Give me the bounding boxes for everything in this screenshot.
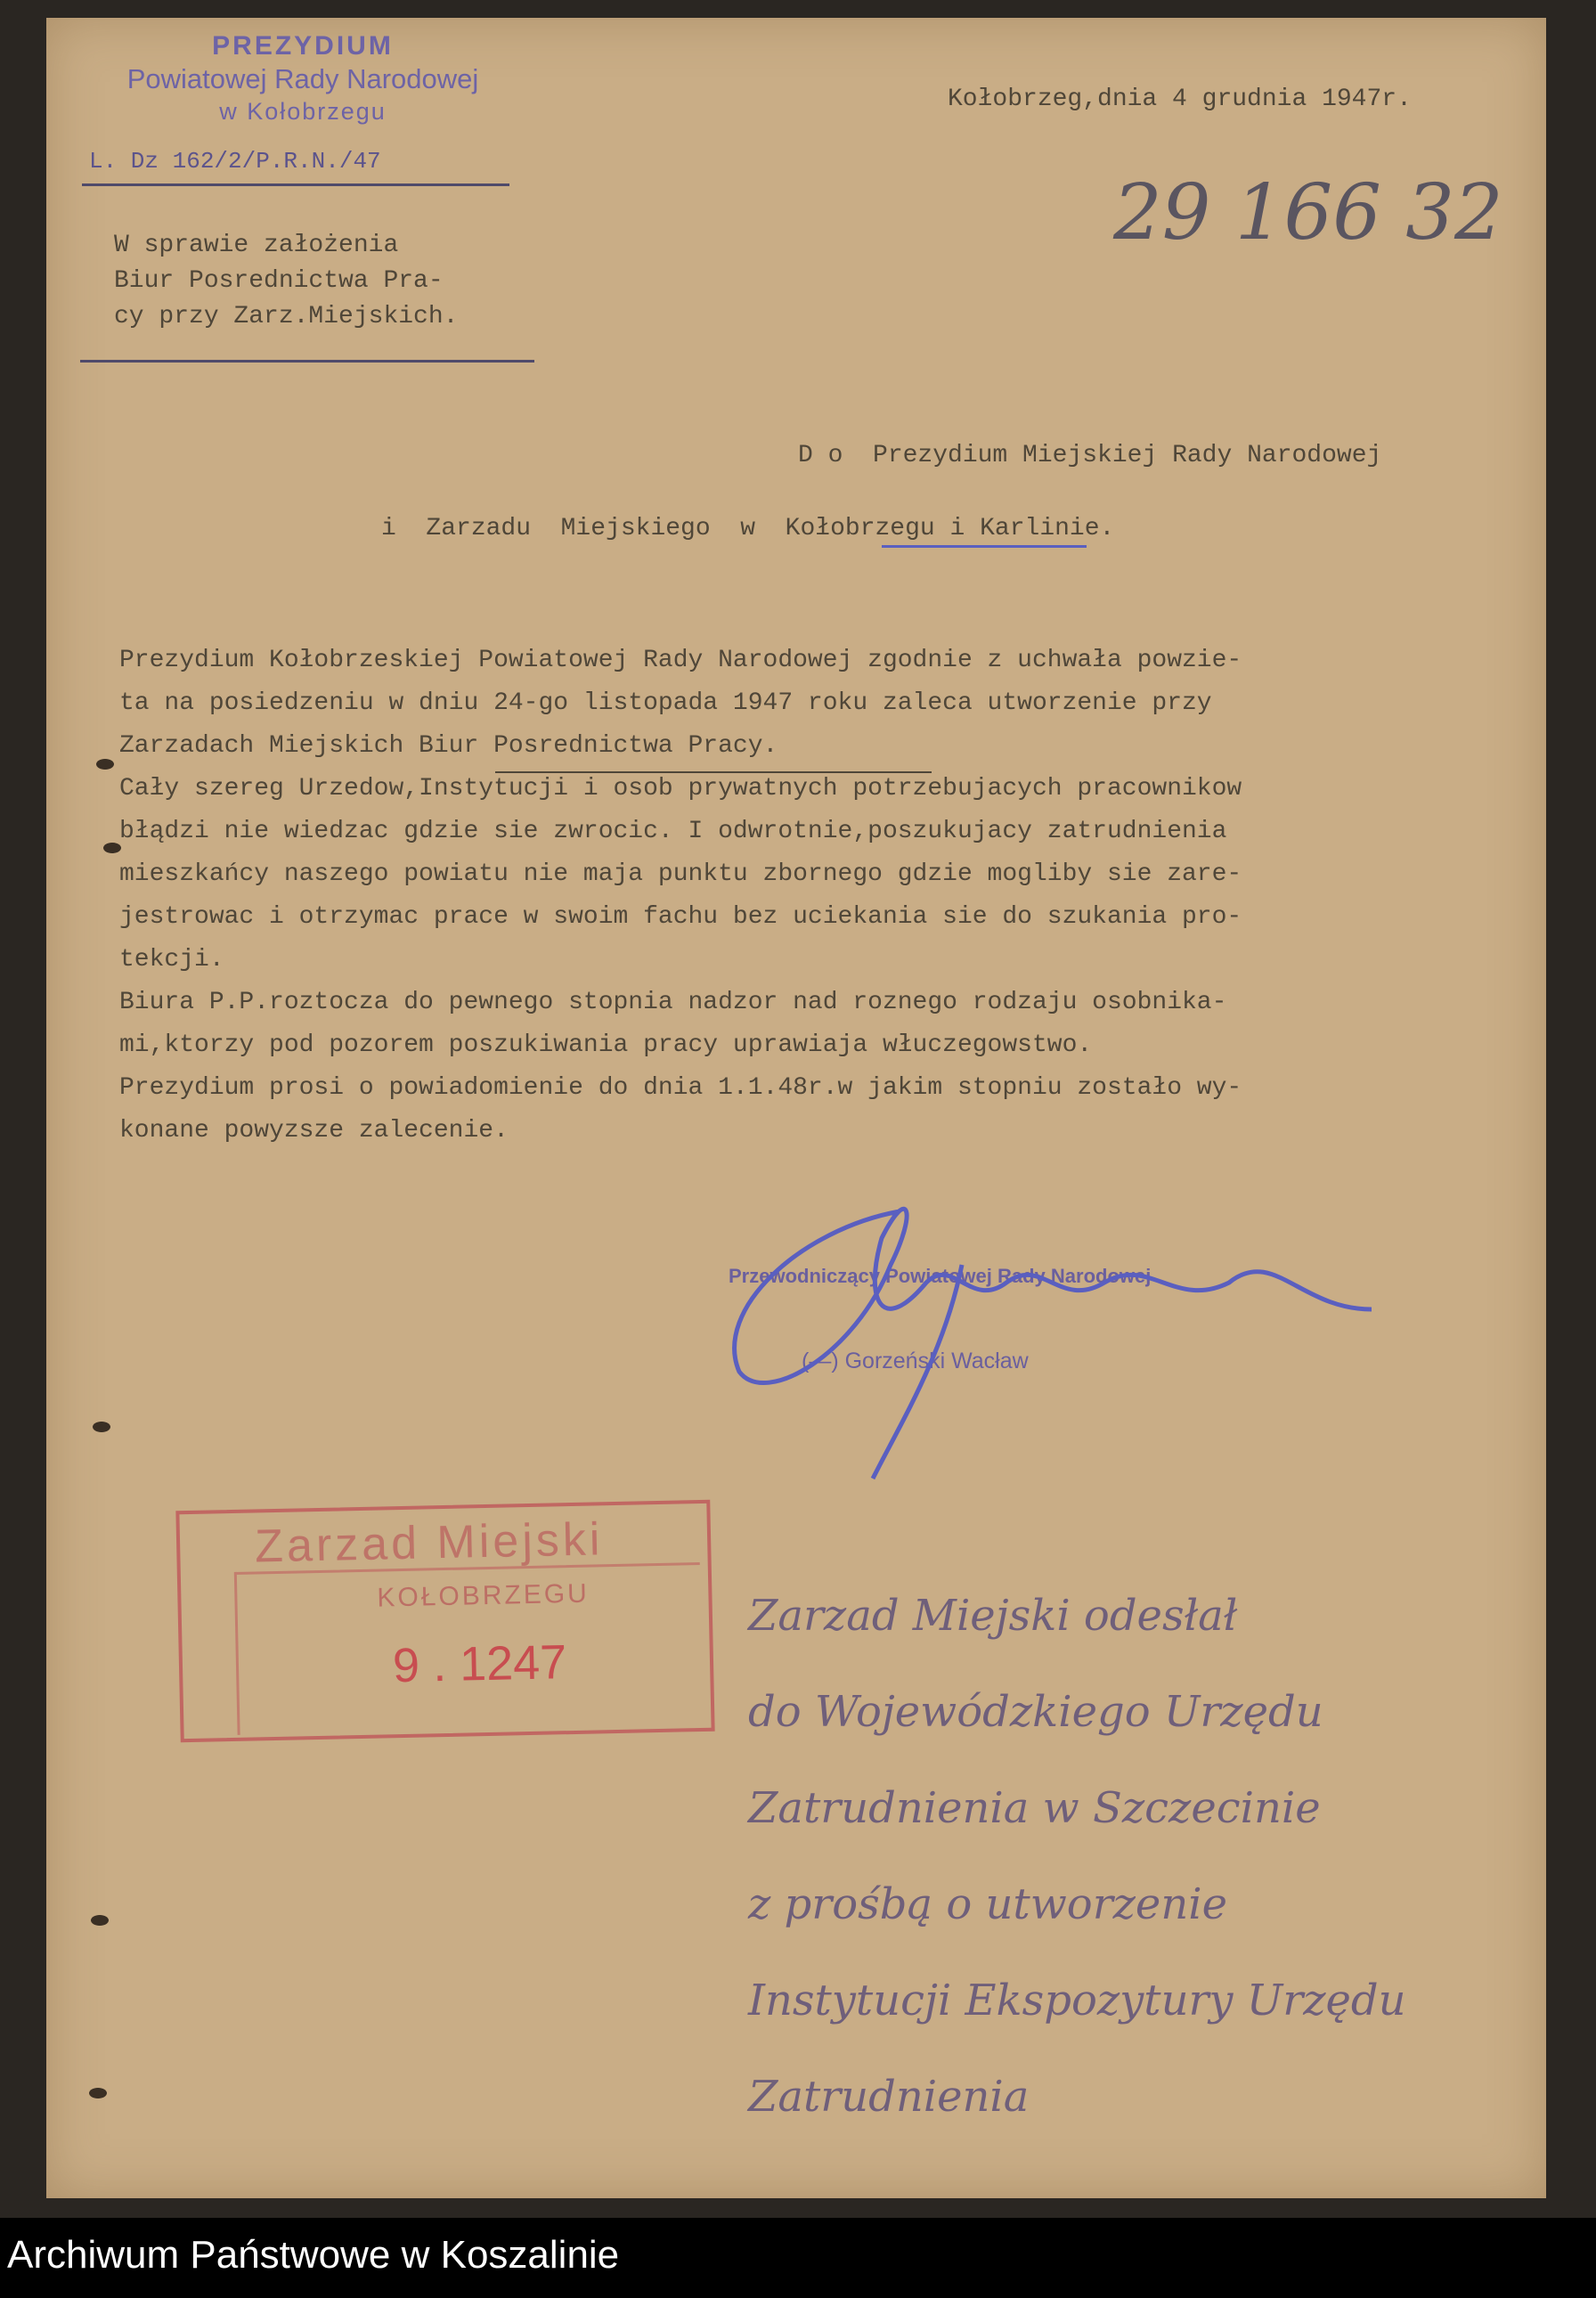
handwritten-note — [748, 1568, 1406, 2145]
body-line: Prezydium Kołobrzeskiej Powiatowej Rady Narodowej zgodnie z uchwała powzie- — [119, 647, 1242, 674]
note-line: Instytucji Ekspozytury Urzędu — [748, 1976, 1406, 2025]
reference-number: L. Dz 162/2/P.R.N./47 — [89, 148, 381, 175]
body-line: mieszkańcy naszego powiatu nie maja punktu zbornego gdzie mogliby sie zare- — [119, 860, 1242, 888]
body-line: konane powyzsze zalecenie. — [119, 1117, 509, 1145]
note-line: z prośbą o utworzenie — [748, 1879, 1228, 1929]
addressee-line-1: D o Prezydium Miejskiej Rady Narodowej — [798, 442, 1382, 469]
office-line-1: PREZYDIUM — [212, 31, 394, 61]
received-stamp — [175, 1500, 714, 1743]
body-line: Cały szereg Urzedow,Instytucji i osob prywatnych potrzebujacych pracownikow — [119, 775, 1242, 803]
signature-stroke — [735, 1209, 1372, 1382]
body-line: Prezydium prosi o powiadomienie do dnia 1.1.48r.w jakim stopniu zostało wy- — [119, 1074, 1242, 1102]
office-line-2: Powiatowej Rady Narodowej — [126, 63, 479, 94]
subject-line-1: W sprawie założenia — [114, 232, 399, 259]
note-line: Zatrudnienia w Szczecinie — [748, 1783, 1321, 1833]
addressee-line-2: i Zarzadu Miejskiego w Kołobrzegu i Karlinie. — [381, 515, 1115, 542]
signature-stroke-tail — [873, 1265, 962, 1479]
signatory-title: Przewodniczący Powiatowej Rady Narodowej — [729, 1265, 1152, 1287]
body-line: ta na posiedzeniu w dniu 24-go listopada 1947 roku zaleca utworzenie przy — [119, 689, 1212, 717]
body-line: tekcji. — [119, 946, 224, 974]
note-line: Zarzad Miejski odesłał — [748, 1591, 1238, 1641]
subject-line-2: Biur Posrednictwa Pra- — [114, 267, 444, 295]
place-date: Kołobrzeg,dnia 4 grudnia 1947r. — [948, 86, 1412, 113]
archive-caption: Archiwum Państwowe w Koszalinie — [7, 2233, 620, 2277]
stamp-city: KOŁOBRZEGU — [377, 1578, 590, 1613]
body-line: Zarzadach Miejskich Biur Posrednictwa Pracy. — [119, 732, 778, 760]
body-line: jestrowac i otrzymac prace w swoim fachu bez uciekania sie do szukania pro- — [119, 903, 1242, 931]
office-line-3: w Kołobrzegu — [219, 98, 387, 125]
body-line: błądzi nie wiedzac gdzie sie zwrocic. I odwrotnie,poszukujacy zatrudnienia — [119, 818, 1227, 845]
stamp-title: Zarzad Miejski — [254, 1513, 604, 1573]
subject-line-3: cy przy Zarz.Miejskich. — [114, 303, 459, 330]
stamp-number: 9 . 1247 — [392, 1635, 567, 1693]
note-line: do Wojewódzkiego Urzędu — [748, 1687, 1323, 1737]
note-line: Zatrudnienia — [748, 2072, 1030, 2122]
body-line: Biura P.P.roztocza do pewnego stopnia nadzor nad roznego rodzaju osobnika- — [119, 989, 1227, 1016]
file-marks-text: 29 166 32 — [1113, 168, 1503, 257]
body-line: mi,ktorzy pod pozorem poszukiwania pracy uprawiaja włuczegowstwo. — [119, 1031, 1093, 1059]
signatory-name: (—) Gorzeński Wacław — [802, 1349, 1029, 1373]
